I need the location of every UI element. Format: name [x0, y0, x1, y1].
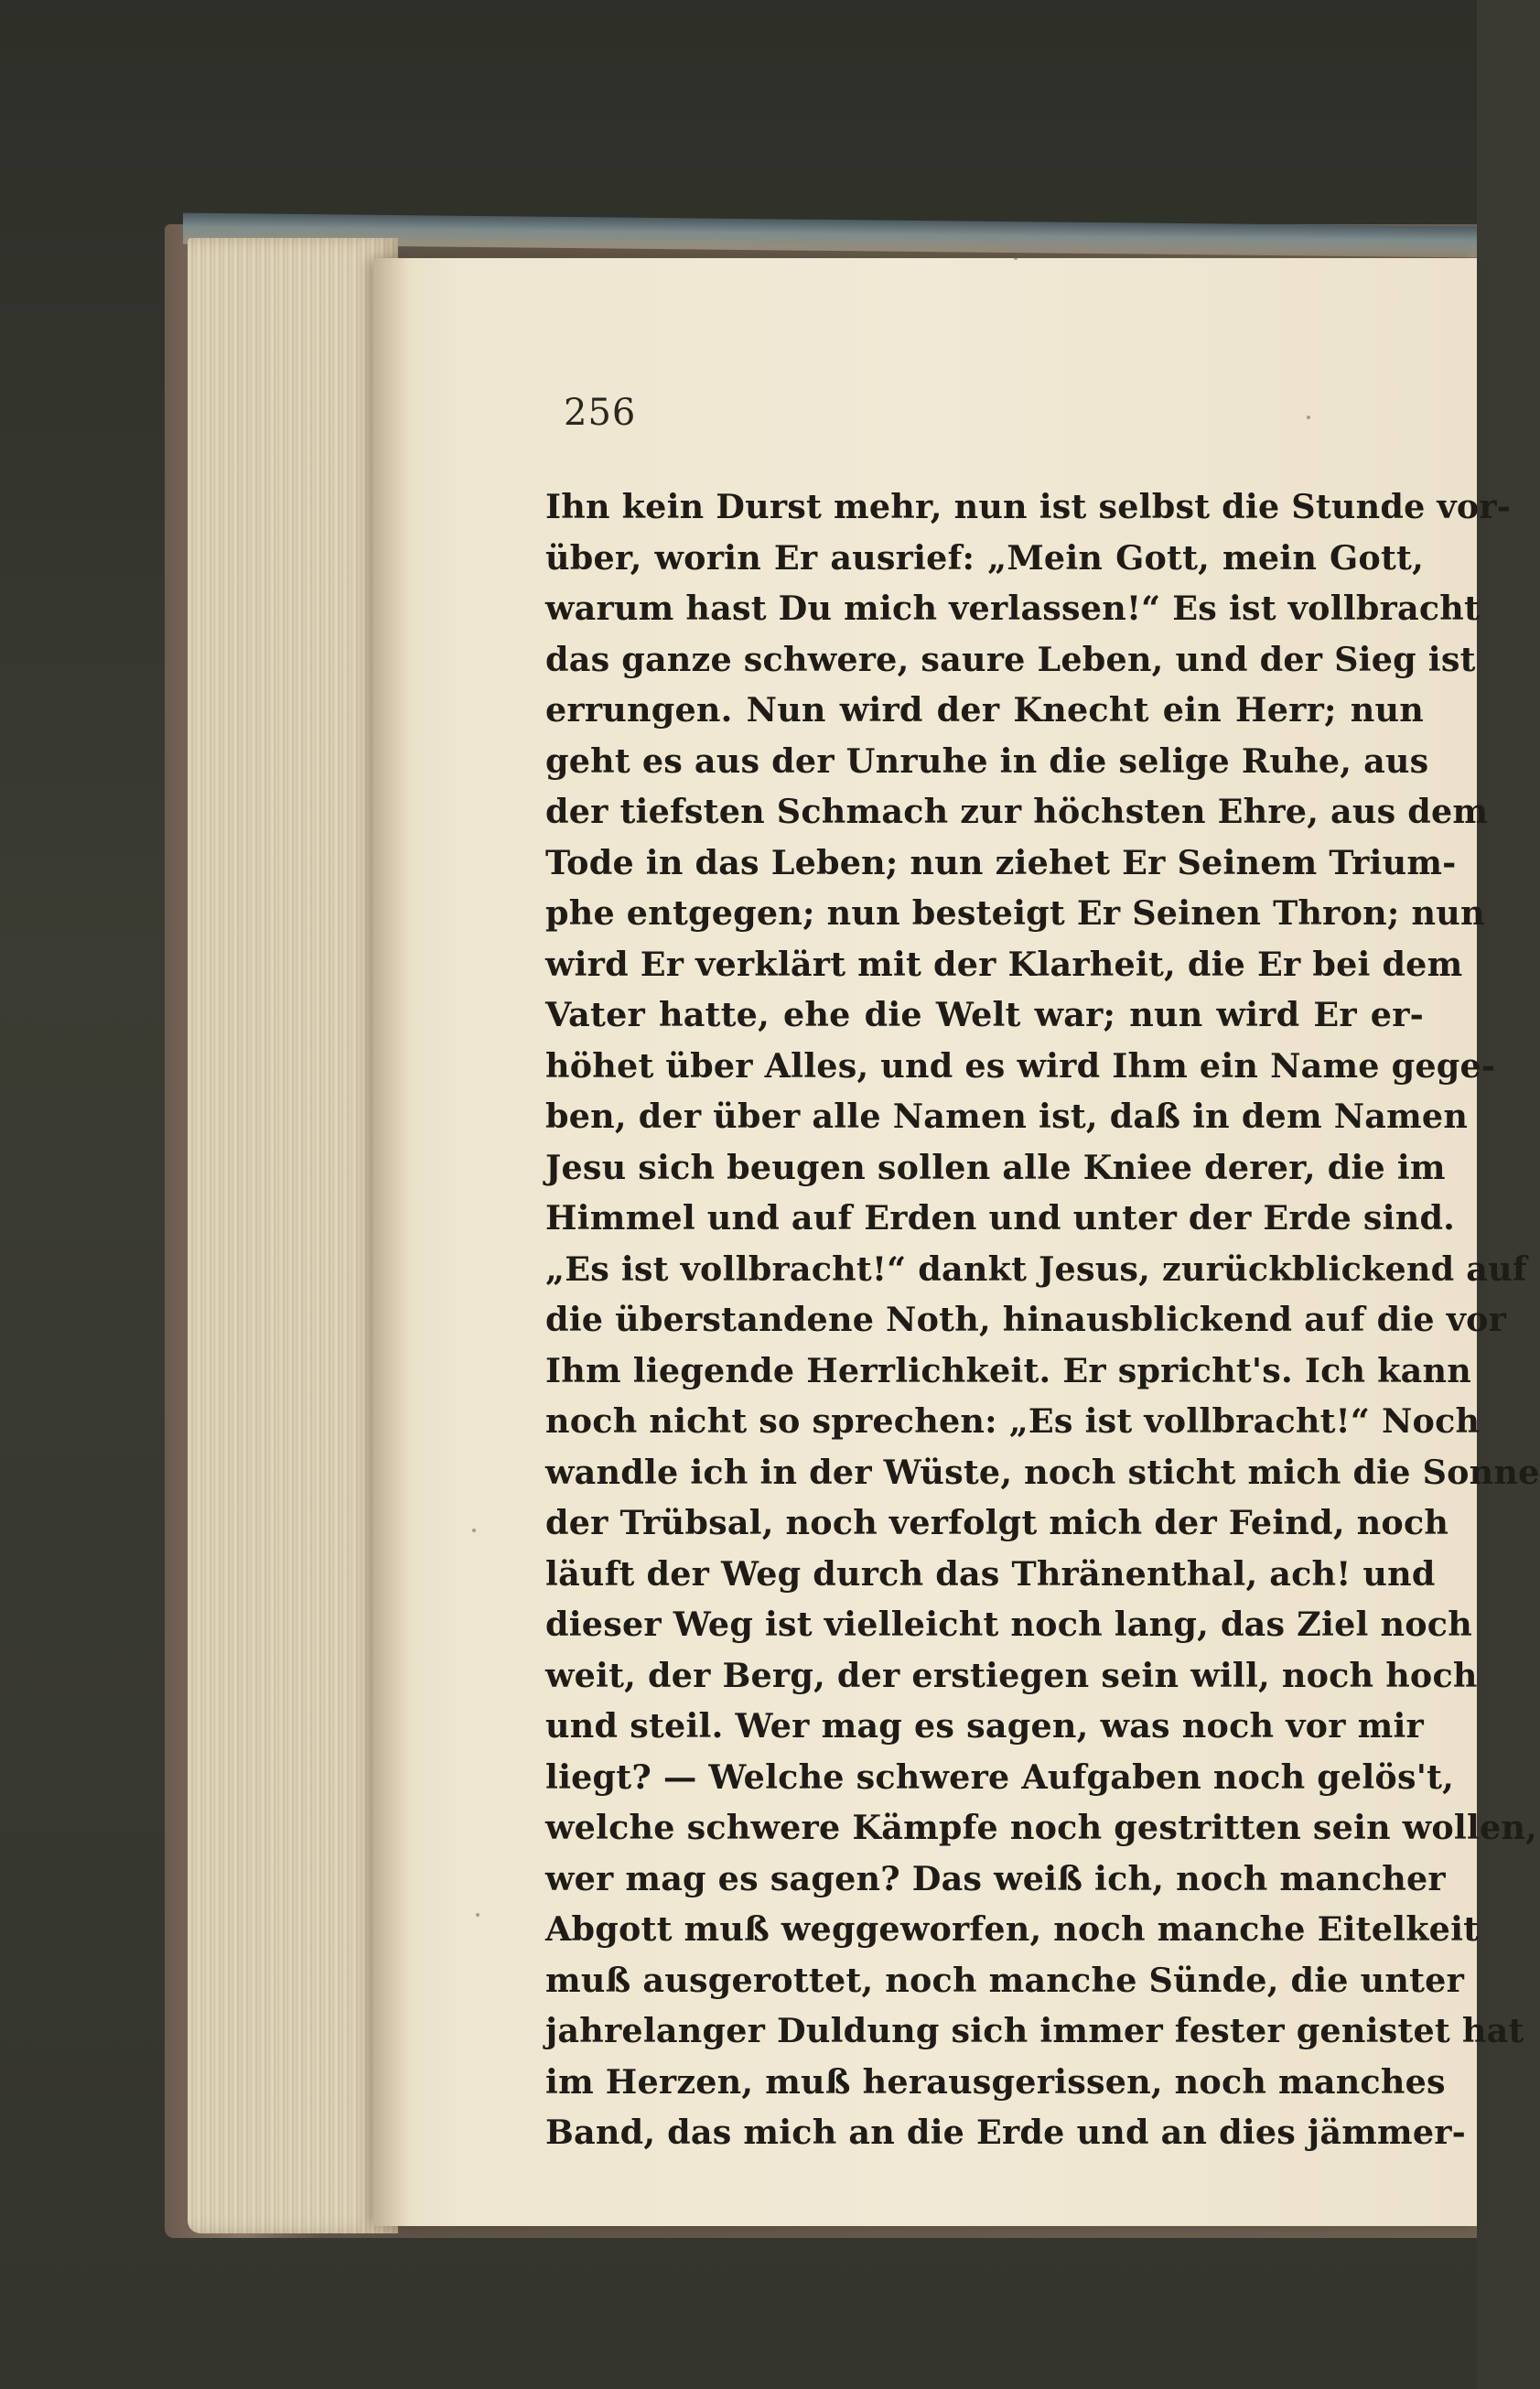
text-line: Tode in das Leben; nun ziehet Er Seinem Trium- — [545, 842, 1457, 882]
text-line: Ihn kein Durst mehr, nun ist selbst die Stunde vor- — [545, 487, 1512, 526]
text-line: Abgott muß weggeworfen, noch manche Eitelkeit — [545, 1909, 1480, 1949]
text-line: geht es aus der Unruhe in die selige Ruhe, aus — [545, 740, 1429, 781]
text-line: jahrelanger Duldung sich immer fester genistet hat — [545, 2011, 1524, 2050]
text-line: über, worin Er ausrief: „Mein Gott, mein Gott, — [545, 537, 1424, 578]
text-line: höhet über Alles, und es wird Ihm ein Name gege- — [545, 1045, 1496, 1086]
text-line: wer mag es sagen? Das weiß ich, noch mancher — [545, 1858, 1446, 1898]
paper-speck — [476, 1913, 479, 1917]
page-number: 256 — [564, 392, 637, 434]
text-line: der Trübsal, noch verfolgt mich der Feind, noch — [545, 1503, 1449, 1542]
text-line: „Es ist vollbracht!“ dankt Jesus, zurückblickend auf — [545, 1249, 1527, 1289]
text-line: der tiefsten Schmach zur höchsten Ehre, aus dem — [545, 792, 1489, 831]
body-text — [545, 481, 1540, 2158]
book-page — [373, 258, 1540, 2226]
page-stack — [188, 238, 398, 2233]
text-line: phe entgegen; nun besteigt Er Seinen Thron; nun — [545, 893, 1485, 933]
text-line: Jesu sich beugen sollen alle Kniee derer, die im — [545, 1147, 1446, 1187]
text-line: läuft der Weg durch das Thränenthal, ach! und — [545, 1553, 1436, 1594]
text-line: Band, das mich an die Erde und an dies jämmer- — [545, 2113, 1467, 2152]
text-line: muß ausgerottet, noch manche Sünde, die unter — [545, 1960, 1465, 2000]
page-gutter-shadow — [373, 258, 410, 2226]
text-line: weit, der Berg, der erstiegen sein will, noch hoch — [545, 1655, 1478, 1695]
text-line: und steil. Wer mag es sagen, was noch vor mir — [545, 1706, 1424, 1746]
text-line: errungen. Nun wird der Knecht ein Herr; nun — [545, 690, 1424, 730]
text-line: noch nicht so sprechen: „Es ist vollbracht!“ Noch — [545, 1401, 1481, 1441]
text-line: die überstandene Noth, hinausblickend auf die vor — [545, 1300, 1507, 1339]
paper-speck — [1307, 416, 1310, 419]
paper-speck — [472, 1529, 476, 1532]
text-line: Himmel und auf Erden und unter der Erde sind. — [545, 1198, 1456, 1238]
text-line: warum hast Du mich verlassen!“ Es ist vollbracht — [545, 589, 1481, 628]
text-line: Vater hatte, ehe die Welt war; nun wird Er er- — [545, 995, 1424, 1034]
text-line: Ihm liegende Herrlichkeit. Er spricht's. Ich kann — [545, 1350, 1471, 1390]
text-line: im Herzen, muß herausgerissen, noch manches — [545, 2061, 1446, 2102]
text-line: ben, der über alle Namen ist, daß in dem Namen — [545, 1097, 1469, 1136]
text-line: wird Er verklärt mit der Klarheit, die Er bei dem — [545, 944, 1463, 984]
text-line: das ganze schwere, saure Leben, und der Sieg ist — [545, 639, 1476, 679]
text-line: liegt? — Welche schwere Aufgaben noch gelös't, — [545, 1757, 1455, 1797]
text-line: welche schwere Kämpfe noch gestritten sein wollen, — [545, 1808, 1538, 1847]
text-line: dieser Weg ist vielleicht noch lang, das Ziel noch — [545, 1605, 1472, 1644]
paper-speck — [1014, 256, 1018, 260]
text-line: wandle ich in der Wüste, noch sticht mich die Sonne — [545, 1452, 1540, 1492]
